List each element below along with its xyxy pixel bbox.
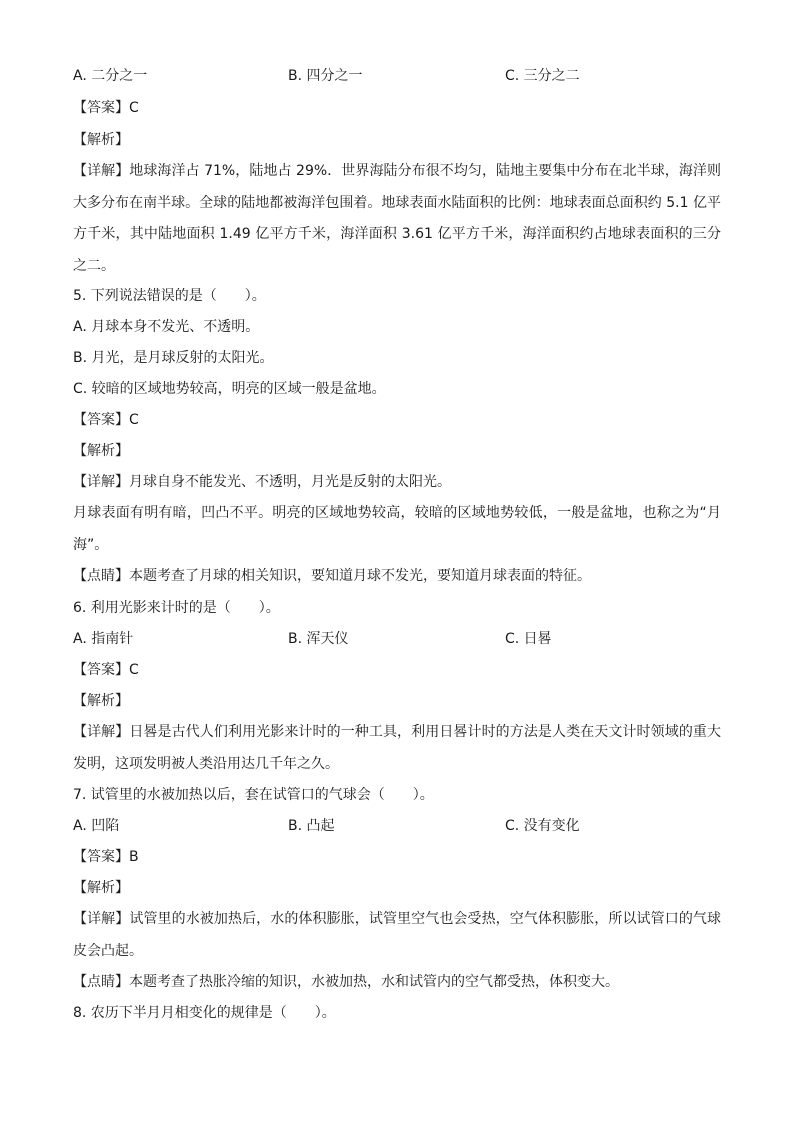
answer-value: C (129, 412, 139, 428)
q4-answer (73, 98, 723, 118)
q5-option-a: A. 月球本身不发光、不透明。 (73, 319, 260, 335)
comment-text: 本题考查了热胀冷缩的知识，水被加热，水和试管内的空气都受热，体积变大。 (129, 974, 619, 990)
q6-stem: 6. 利用光影来计时的是（ ）。 (73, 600, 280, 616)
q7-option-a: A. 凹陷 (73, 818, 120, 834)
q6-detail (73, 717, 721, 780)
q7-comment (73, 972, 723, 992)
q4-analysis-label: 【解析】 (73, 132, 129, 148)
q5-detail-2: 月球表面有明有暗，凹凸不平。明亮的区域地势较高，较暗的区域地势较低，一般是盆地，也称之为“月海”。 (73, 505, 721, 553)
detail-label: 【详解】 (73, 911, 130, 927)
q6-answer (73, 660, 723, 680)
q5-answer (73, 410, 723, 430)
answer-label: 【答案】 (73, 662, 129, 678)
q4-option-c: C. 三分之二 (505, 68, 580, 84)
comment-label: 【点睛】 (73, 974, 129, 990)
comment-label: 【点睛】 (73, 568, 129, 584)
q7-detail (73, 904, 721, 967)
answer-value: C (129, 100, 139, 116)
q4-option-b: B. 四分之一 (288, 68, 363, 84)
q5-option-c: C. 较暗的区域地势较高，明亮的区域一般是盆地。 (73, 381, 386, 397)
q7-option-b: B. 凸起 (288, 818, 335, 834)
q7-analysis-label: 【解析】 (73, 880, 129, 896)
answer-label: 【答案】 (73, 100, 129, 116)
answer-label: 【答案】 (73, 849, 129, 865)
q5-analysis-label: 【解析】 (73, 443, 129, 459)
q6-option-c: C. 日晷 (505, 631, 552, 647)
q5-stem: 5. 下列说法错误的是（ ）。 (73, 288, 266, 304)
q5-comment (73, 566, 723, 586)
q8-stem: 8. 农历下半月月相变化的规律是（ ）。 (73, 1005, 336, 1021)
answer-value: C (129, 662, 139, 678)
q6-option-b: B. 浑天仪 (288, 631, 349, 647)
answer-label: 【答案】 (73, 412, 129, 428)
detail-label: 【详解】 (73, 724, 130, 740)
q6-analysis-label: 【解析】 (73, 693, 129, 709)
answer-value: B (129, 849, 139, 865)
comment-text: 本题考查了月球的相关知识，要知道月球不发光，要知道月球表面的特征。 (129, 568, 591, 584)
detail-text: 日晷是古代人们利用光影来计时的一种工具，利用日晷计时的方法是人类在天文计时领域的重大发明，这项发明被人类沿用达几千年之久。 (73, 724, 722, 772)
detail-text: 试管里的水被加热后，水的体积膨胀，试管里空气也会受热，空气体积膨胀，所以试管口的气球皮会凸起。 (73, 911, 722, 959)
q4-option-a: A. 二分之一 (73, 68, 148, 84)
q7-stem: 7. 试管里的水被加热以后，套在试管口的气球会（ ）。 (73, 787, 434, 803)
q7-answer (73, 847, 723, 867)
detail-label: 【详解】 (73, 163, 130, 179)
detail-text: 地球海洋占 71%，陆地占 29%．世界海陆分布很不均匀，陆地主要集中分布在北半球，海洋则大多分布在南半球。全球的陆地都被海洋包围着。地球表面水陆面积的比例：地球表面总面积约 5.1 亿平方千米，其中陆地面积 1.49 亿平方千米，海洋面积 3.61 亿平方千米，海洋面积约占地球表面积的三分之二。 (73, 163, 721, 274)
q5-option-b: B. 月光，是月球反射的太阳光。 (73, 350, 274, 366)
detail-label: 【详解】 (73, 474, 129, 490)
q7-option-c: C. 没有变化 (505, 818, 580, 834)
detail-text: 月球自身不能发光、不透明，月光是反射的太阳光。 (129, 474, 451, 490)
q4-detail (73, 156, 721, 282)
q5-detail (73, 472, 723, 492)
q6-option-a: A. 指南针 (73, 631, 134, 647)
